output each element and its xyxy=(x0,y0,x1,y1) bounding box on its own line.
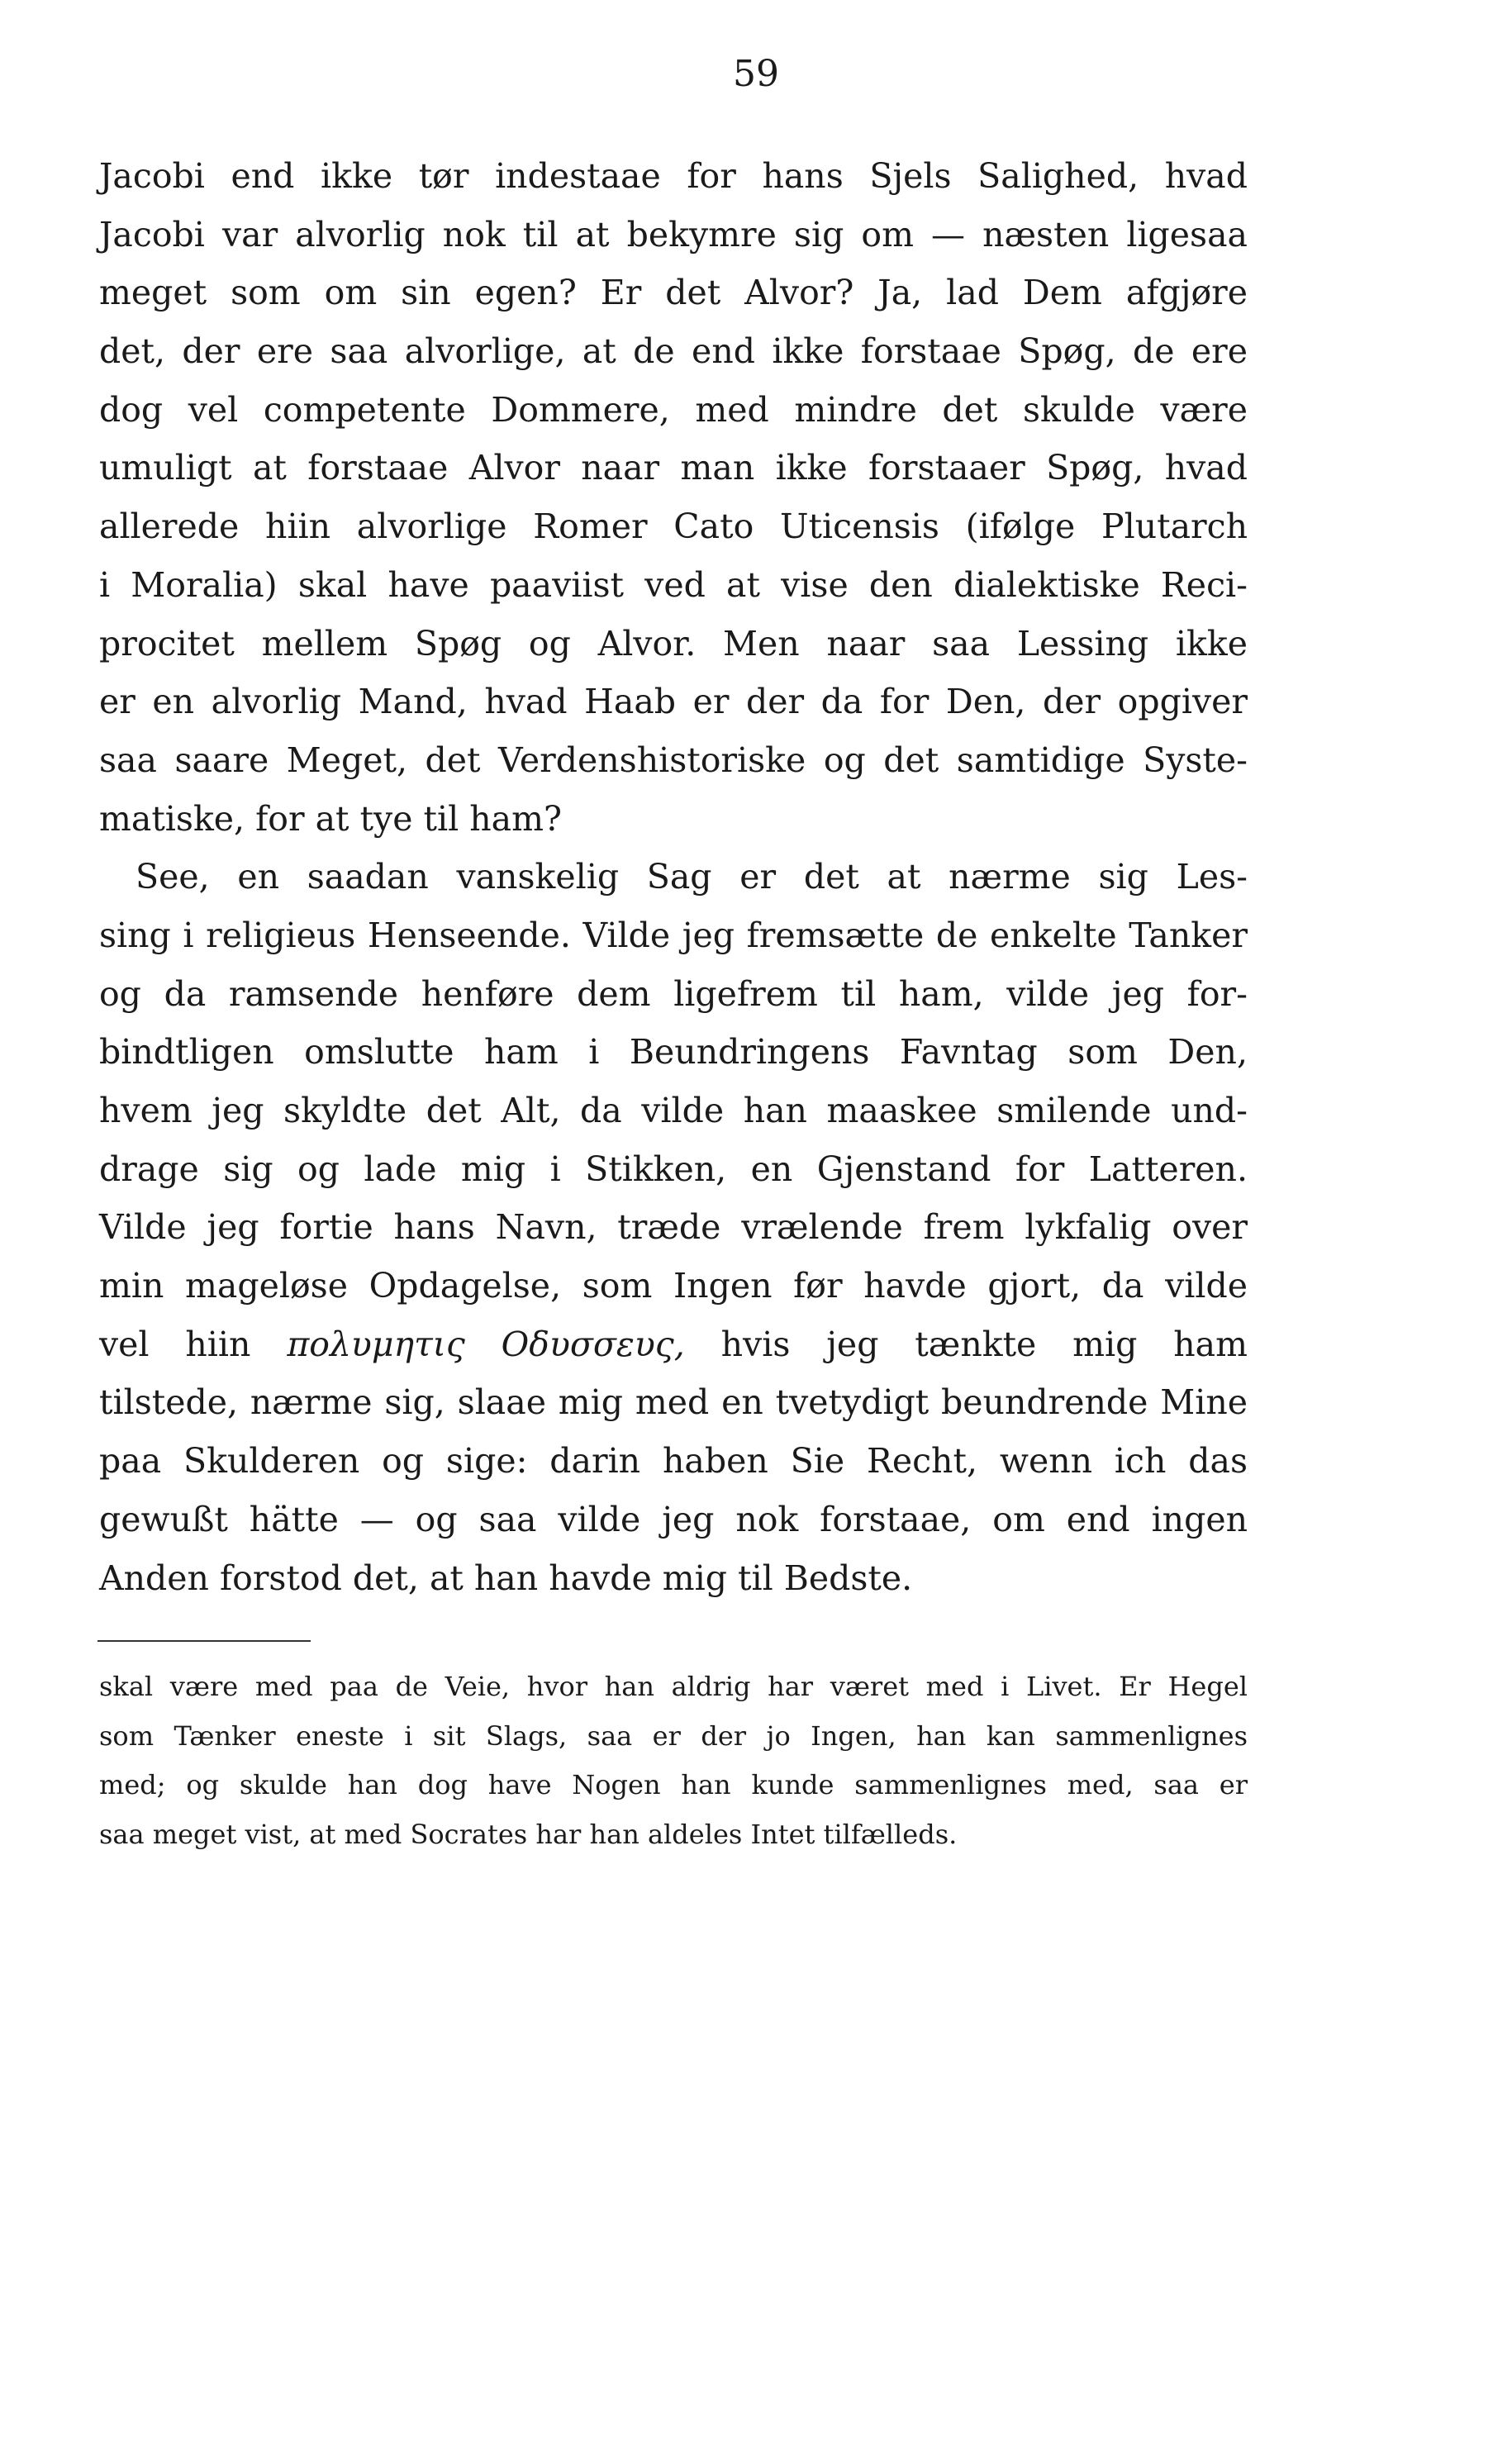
text-line: bindtligen omslutte ham i Beundringens Favntag som Den, xyxy=(99,1032,1248,1073)
page-number: 59 xyxy=(733,53,779,95)
footnote-line: saa meget vist, at med Socrates har han aldeles Intet tilfælleds. xyxy=(99,1818,958,1850)
footnote-line: som Tænker eneste i sit Slags, saa er der jo Ingen, han kan sammenlignes xyxy=(99,1719,1248,1752)
text-line: er en alvorlig Mand, hvad Haab er der da for Den, der opgiver xyxy=(99,682,1248,722)
text-line: Jacobi end ikke tør indestaae for hans Sjels Salighed, hvad xyxy=(99,156,1248,196)
body-text xyxy=(99,147,1248,1607)
text-line: Jacobi var alvorlig nok til at bekymre sig om — næsten ligesaa xyxy=(99,214,1248,254)
greek-line-after: hvis jeg tænkte mig ham xyxy=(720,1324,1248,1364)
text-line: sing i religieus Henseende. Vilde jeg fremsætte de enkelte Tanker xyxy=(99,915,1248,955)
footnote-line: skal være med paa de Veie, hvor han aldrig har været med i Livet. Er Hegel xyxy=(99,1671,1248,1702)
text-line: og da ramsende henføre dem ligefrem til ham, vilde jeg for- xyxy=(99,973,1248,1014)
paragraph-start-line: See, en saadan vanskelig Sag er det at nærme sig Les- xyxy=(136,857,1248,897)
text-line: Anden forstod det, at han havde mig til Bedste. xyxy=(99,1558,913,1598)
text-line: dog vel competente Dommere, med mindre det skulde være xyxy=(99,389,1248,430)
text-line: procitet mellem Spøg og Alvor. Men naar saa Lessing ikke xyxy=(99,623,1248,664)
greek-line-before: vel hiin xyxy=(99,1324,251,1364)
footnote-line: med; og skulde han dog have Nogen han kunde sammenlignes med, saa er xyxy=(99,1769,1248,1800)
footnote-divider xyxy=(97,1640,311,1642)
text-line: drage sig og lade mig i Stikken, en Gjenstand for Latteren. xyxy=(99,1149,1248,1189)
text-line: tilstede, nærme sig, slaae mig med en tvetydigt beundrende Mine xyxy=(99,1382,1248,1423)
greek-phrase: πολυμητις Οδυσσευς, xyxy=(287,1324,685,1364)
text-line: i Moralia) skal have paaviist ved at vise den dialektiske Reci- xyxy=(99,564,1248,605)
text-line: min mageløse Opdagelse, som Ingen før havde gjort, da vilde xyxy=(99,1266,1248,1306)
text-line: hvem jeg skyldte det Alt, da vilde han maaskee smilende und- xyxy=(99,1091,1248,1130)
text-line: Vilde jeg fortie hans Navn, træde vrælende frem lykfalig over xyxy=(99,1207,1248,1248)
text-line: umuligt at forstaae Alvor naar man ikke forstaaer Spøg, hvad xyxy=(99,448,1248,488)
text-line: gewußt hätte — og saa vilde jeg nok forstaae, om end ingen xyxy=(99,1499,1248,1539)
text-line: paa Skulderen og sige: darin haben Sie Recht, wenn ich das xyxy=(99,1441,1248,1482)
greek-text-line xyxy=(99,1315,1248,1374)
text-line: det, der ere saa alvorlige, at de end ikke forstaae Spøg, de ere xyxy=(99,331,1248,372)
text-line: meget som om sin egen? Er det Alvor? Ja, lad Dem afgjøre xyxy=(99,273,1248,313)
footnote xyxy=(99,1662,1248,1859)
text-line: matiske, for at tye til ham? xyxy=(99,798,562,839)
text-line: allerede hiin alvorlige Romer Cato Uticensis (ifølge Plutarch xyxy=(99,507,1248,547)
text-line: saa saare Meget, det Verdenshistoriske og det samtidige Syste- xyxy=(99,740,1248,780)
